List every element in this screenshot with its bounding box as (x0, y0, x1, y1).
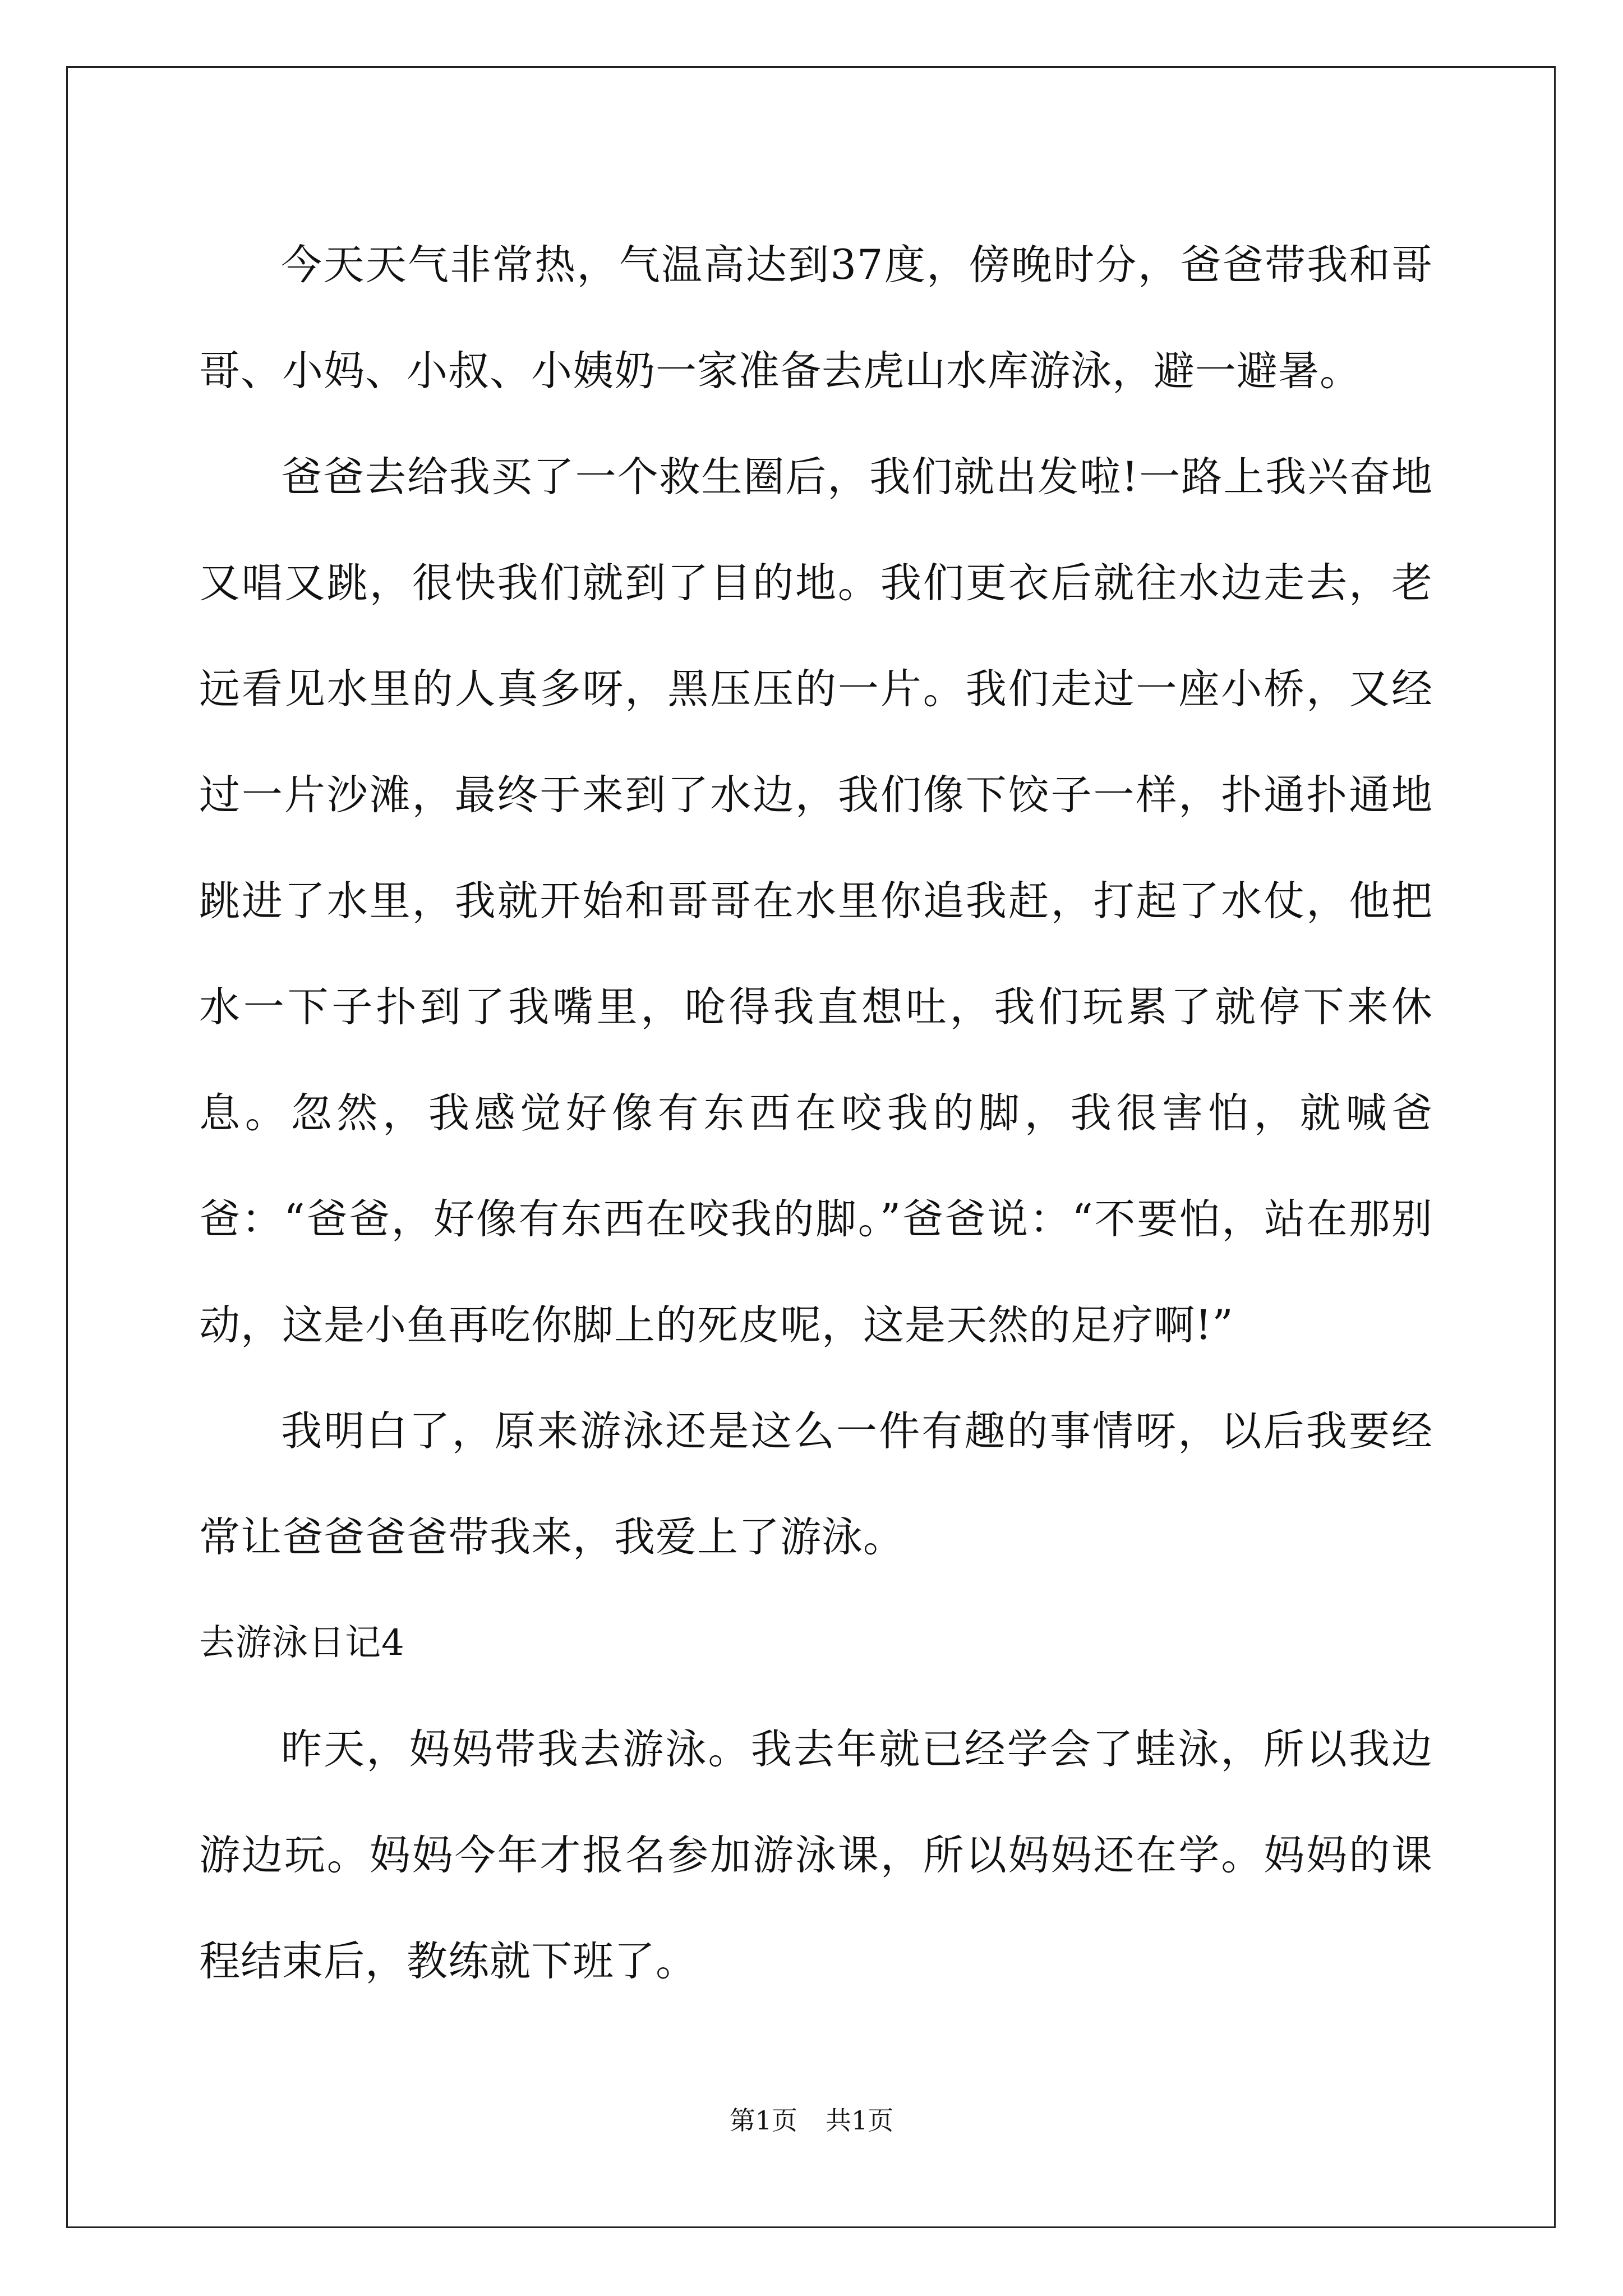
paragraph-3: 我明白了，原来游泳还是这么一件有趣的事情呀，以后我要经常让爸爸爸爸带我来，我爱上了游泳。 (199, 1407, 1433, 1561)
document-body (199, 212, 1433, 2014)
page-number-total: 共1页 (826, 2105, 894, 2136)
page-number-current: 第1页 (729, 2105, 797, 2136)
section-title: 去游泳日记4 (199, 1622, 405, 1664)
paragraph-1: 今天天气非常热，气温高达到37度，傍晚时分，爸爸带我和哥哥、小妈、小叔、小姨奶一家准备去虎山水库游泳，避一避暑。 (199, 241, 1433, 395)
paragraph-2: 爸爸去给我买了一个救生圈后，我们就出发啦!一路上我兴奋地又唱又跳，很快我们就到了目的地。我们更衣后就往水边走去，老远看见水里的人真多呀，黑压压的一片。我们走过一座小桥，又经过一片沙滩，最终于来到了水边，我们像下饺子一样，扑通扑通地跳进了水里，我就开始和哥哥在水里你追我赶，打起了水仗，他把水一下子扑到了我嘴里，呛得我直想吐，我们玩累了就停下来休息。忽然，我感觉好像有东西在咬我的脚，我很害怕，就喊爸爸：“爸爸，好像有东西在咬我的脚。”爸爸说：“不要怕，站在那别动，这是小鱼再吃你脚上的死皮呢，这是天然的足疗啊!” (199, 453, 1433, 1349)
section-paragraph-1: 昨天，妈妈带我去游泳。我去年就已经学会了蛙泳，所以我边游边玩。妈妈今年才报名参加游泳课，所以妈妈还在学。妈妈的课程结束后，教练就下班了。 (199, 1726, 1433, 1985)
page-footer (0, 2104, 1623, 2137)
